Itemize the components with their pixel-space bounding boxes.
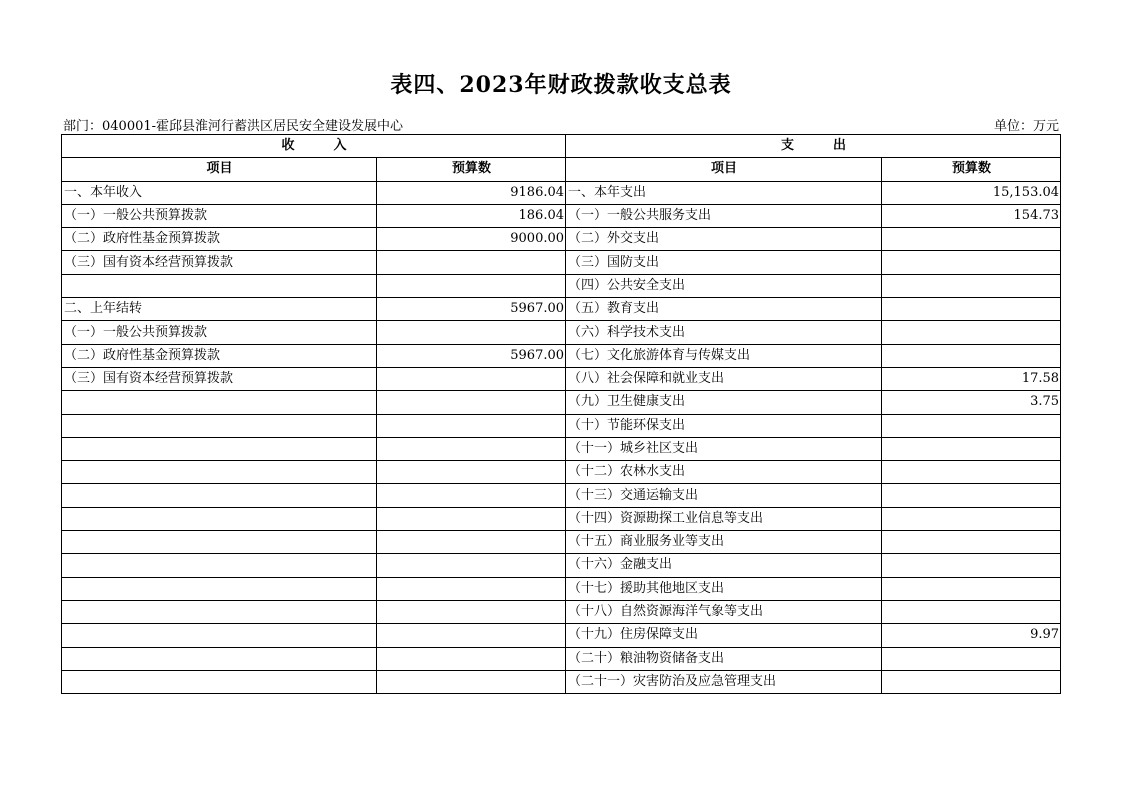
expense-value-cell xyxy=(882,461,1061,484)
expense-item-cell: （二）外交支出 xyxy=(566,228,882,251)
expense-value-cell xyxy=(882,600,1061,623)
income-item-cell xyxy=(62,670,377,693)
expense-value-cell xyxy=(882,507,1061,530)
income-value-cell: 9186.04 xyxy=(377,181,566,204)
income-value-cell xyxy=(377,414,566,437)
table-row xyxy=(62,647,1061,670)
expense-item-cell: （十九）住房保障支出 xyxy=(566,624,882,647)
expense-value-cell xyxy=(882,344,1061,367)
table-row xyxy=(62,344,1061,367)
income-item-cell xyxy=(62,554,377,577)
table-row xyxy=(62,437,1061,460)
income-value-cell xyxy=(377,321,566,344)
expense-header: 支 出 xyxy=(566,135,1061,158)
income-value-cell xyxy=(377,391,566,414)
expense-value-cell xyxy=(882,414,1061,437)
table-row xyxy=(62,274,1061,297)
expense-item-cell: （十三）交通运输支出 xyxy=(566,484,882,507)
expense-value-cell xyxy=(882,577,1061,600)
expense-value-cell xyxy=(882,321,1061,344)
expense-item-cell: 一、本年支出 xyxy=(566,181,882,204)
expense-value-cell xyxy=(882,251,1061,274)
expense-value-cell: 17.58 xyxy=(882,367,1061,390)
expense-item-header: 项目 xyxy=(566,158,882,181)
expense-item-cell: （十七）援助其他地区支出 xyxy=(566,577,882,600)
income-budget-header: 预算数 xyxy=(377,158,566,181)
expense-item-cell: （十五）商业服务业等支出 xyxy=(566,531,882,554)
expense-value-cell xyxy=(882,437,1061,460)
income-value-cell: 5967.00 xyxy=(377,344,566,367)
income-item-cell xyxy=(62,600,377,623)
table-row xyxy=(62,321,1061,344)
expense-item-cell: （十二）农林水支出 xyxy=(566,461,882,484)
income-item-header: 项目 xyxy=(62,158,377,181)
expense-value-cell xyxy=(882,647,1061,670)
expense-item-cell: （九）卫生健康支出 xyxy=(566,391,882,414)
expense-item-cell: （七）文化旅游体育与传媒支出 xyxy=(566,344,882,367)
expense-value-cell xyxy=(882,531,1061,554)
income-value-cell xyxy=(377,484,566,507)
expense-item-cell: （十一）城乡社区支出 xyxy=(566,437,882,460)
table-row xyxy=(62,624,1061,647)
expense-budget-header: 预算数 xyxy=(882,158,1061,181)
expense-item-cell: （二十一）灾害防治及应急管理支出 xyxy=(566,670,882,693)
table-row xyxy=(62,531,1061,554)
income-item-cell: （三）国有资本经营预算拨款 xyxy=(62,367,377,390)
expense-item-cell: （一）一般公共服务支出 xyxy=(566,204,882,227)
income-item-cell xyxy=(62,461,377,484)
income-item-cell xyxy=(62,391,377,414)
income-item-cell: （一）一般公共预算拨款 xyxy=(62,204,377,227)
expense-value-cell: 3.75 xyxy=(882,391,1061,414)
income-item-cell: 二、上年结转 xyxy=(62,298,377,321)
income-item-cell xyxy=(62,437,377,460)
income-item-cell: （二）政府性基金预算拨款 xyxy=(62,344,377,367)
table-row xyxy=(62,461,1061,484)
income-item-cell: （二）政府性基金预算拨款 xyxy=(62,228,377,251)
expense-value-cell xyxy=(882,274,1061,297)
table-row xyxy=(62,484,1061,507)
expense-value-cell xyxy=(882,484,1061,507)
expense-item-cell: （八）社会保障和就业支出 xyxy=(566,367,882,390)
budget-table xyxy=(61,134,1061,694)
income-value-cell: 9000.00 xyxy=(377,228,566,251)
unit-label: 单位：万元 xyxy=(993,119,1059,134)
department-label: 部门：040001-霍邱县淮河行蓄洪区居民安全建设发展中心 xyxy=(63,119,404,134)
income-value-cell xyxy=(377,577,566,600)
income-value-cell xyxy=(377,461,566,484)
income-value-cell xyxy=(377,647,566,670)
income-item-cell xyxy=(62,624,377,647)
expense-item-cell: （五）教育支出 xyxy=(566,298,882,321)
income-item-cell: （三）国有资本经营预算拨款 xyxy=(62,251,377,274)
income-value-cell xyxy=(377,624,566,647)
income-value-cell xyxy=(377,531,566,554)
income-item-cell xyxy=(62,274,377,297)
income-item-cell xyxy=(62,531,377,554)
expense-value-cell xyxy=(882,554,1061,577)
income-value-cell xyxy=(377,437,566,460)
income-value-cell xyxy=(377,554,566,577)
income-value-cell xyxy=(377,251,566,274)
expense-value-cell xyxy=(882,298,1061,321)
table-row xyxy=(62,600,1061,623)
income-item-cell xyxy=(62,647,377,670)
expense-value-cell xyxy=(882,228,1061,251)
income-value-cell xyxy=(377,507,566,530)
expense-item-cell: （四）公共安全支出 xyxy=(566,274,882,297)
expense-item-cell: （三）国防支出 xyxy=(566,251,882,274)
section-header-row xyxy=(62,135,1061,158)
table-row xyxy=(62,554,1061,577)
table-row xyxy=(62,298,1061,321)
income-item-cell xyxy=(62,484,377,507)
table-row xyxy=(62,670,1061,693)
income-value-cell xyxy=(377,367,566,390)
page-title: 表四、2023年财政拨款收支总表 xyxy=(390,72,732,98)
expense-item-cell: （六）科学技术支出 xyxy=(566,321,882,344)
expense-value-cell xyxy=(882,670,1061,693)
income-item-cell: （一）一般公共预算拨款 xyxy=(62,321,377,344)
income-item-cell xyxy=(62,414,377,437)
table-row xyxy=(62,577,1061,600)
table-row xyxy=(62,507,1061,530)
expense-value-cell: 154.73 xyxy=(882,204,1061,227)
column-header-row xyxy=(62,158,1061,181)
expense-value-cell: 9.97 xyxy=(882,624,1061,647)
table-row xyxy=(62,367,1061,390)
table-row xyxy=(62,204,1061,227)
expense-item-cell: （十六）金融支出 xyxy=(566,554,882,577)
income-value-cell xyxy=(377,600,566,623)
income-item-cell xyxy=(62,507,377,530)
table-row xyxy=(62,414,1061,437)
expense-item-cell: （二十）粮油物资储备支出 xyxy=(566,647,882,670)
income-item-cell xyxy=(62,577,377,600)
income-value-cell xyxy=(377,670,566,693)
income-header: 收 入 xyxy=(62,135,566,158)
income-value-cell: 186.04 xyxy=(377,204,566,227)
income-value-cell: 5967.00 xyxy=(377,298,566,321)
income-value-cell xyxy=(377,274,566,297)
expense-item-cell: （十四）资源勘探工业信息等支出 xyxy=(566,507,882,530)
expense-item-cell: （十）节能环保支出 xyxy=(566,414,882,437)
table-row xyxy=(62,228,1061,251)
table-row xyxy=(62,391,1061,414)
table-row xyxy=(62,251,1061,274)
expense-value-cell: 15,153.04 xyxy=(882,181,1061,204)
table-row xyxy=(62,181,1061,204)
income-item-cell: 一、本年收入 xyxy=(62,181,377,204)
expense-item-cell: （十八）自然资源海洋气象等支出 xyxy=(566,600,882,623)
